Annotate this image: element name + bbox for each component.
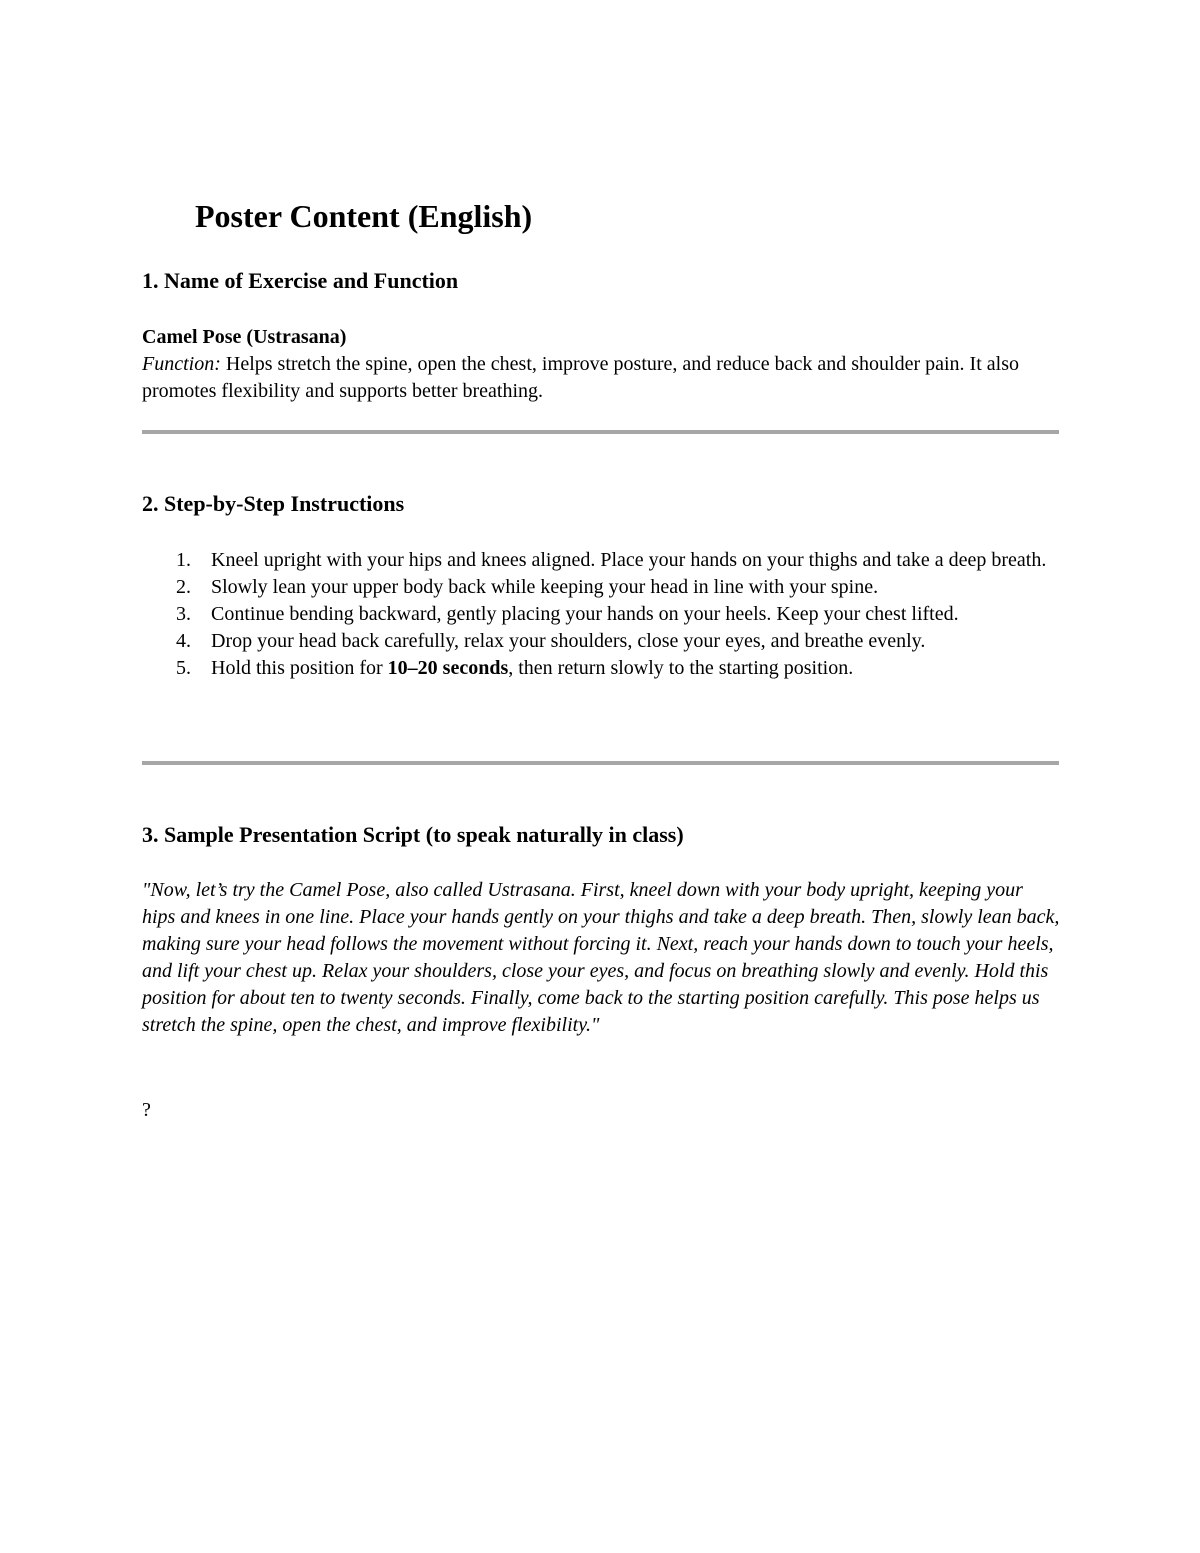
step-number: 5. [176,657,191,679]
list-item [142,574,1062,601]
list-item [142,547,1062,574]
step-number: 3. [176,603,191,625]
instructions-list [142,547,1062,682]
list-item [142,601,1062,628]
page-title: Poster Content (English) [195,198,533,234]
step-number: 1. [176,549,191,571]
step-number: 2. [176,576,191,598]
step-text: Slowly lean your upper body back while keeping your head in line with your spine. [211,576,879,598]
step-text-after: , then return slowly to the starting position. [508,657,854,679]
trailing-question-mark: ? [142,1099,151,1121]
step-text: Kneel upright with your hips and knees aligned. Place your hands on your thighs and take a deep breath. [211,549,1047,571]
list-item [142,655,1062,682]
section-heading-exercise-function: 1. Name of Exercise and Function [142,268,459,293]
step-number: 4. [176,630,191,652]
section-heading-script: 3. Sample Presentation Script (to speak naturally in class) [142,822,684,847]
presentation-script: "Now, let’s try the Camel Pose, also called Ustrasana. First, kneel down with your body upright, keeping your hips and knees in one line. Place your hands gently on your thighs and take a deep breath. Then, slowly lean back, making sure your head follows the movement without forcing it. Next, reach your hands down to touch your heels, and lift your chest up. Relax your shoulders, close your eyes, and focus on breathing slowly and evenly. Hold this position for about ten to twenty seconds. Finally, come back to the starting position carefully. This pose helps us stretch the spine, open the chest, and improve flexibility." [142,879,1060,1036]
horizontal-rule [142,430,1059,434]
step-text: Drop your head back carefully, relax your shoulders, close your eyes, and breathe evenly. [211,630,926,652]
step-text: Continue bending backward, gently placing your hands on your heels. Keep your chest lifted. [211,603,959,625]
step-text-before: Hold this position for [211,657,388,679]
step-duration: 10–20 seconds [387,657,509,679]
function-text: Helps stretch the spine, open the chest, improve posture, and reduce back and shoulder pain. It also promotes flexibility and supports better breathing. [142,353,1019,402]
function-label: Function: [142,353,221,375]
section-heading-instructions: 2. Step-by-Step Instructions [142,491,405,516]
exercise-name: Camel Pose (Ustrasana) [142,326,347,348]
function-paragraph [142,351,1062,405]
list-item [142,628,1062,655]
horizontal-rule [142,761,1059,765]
